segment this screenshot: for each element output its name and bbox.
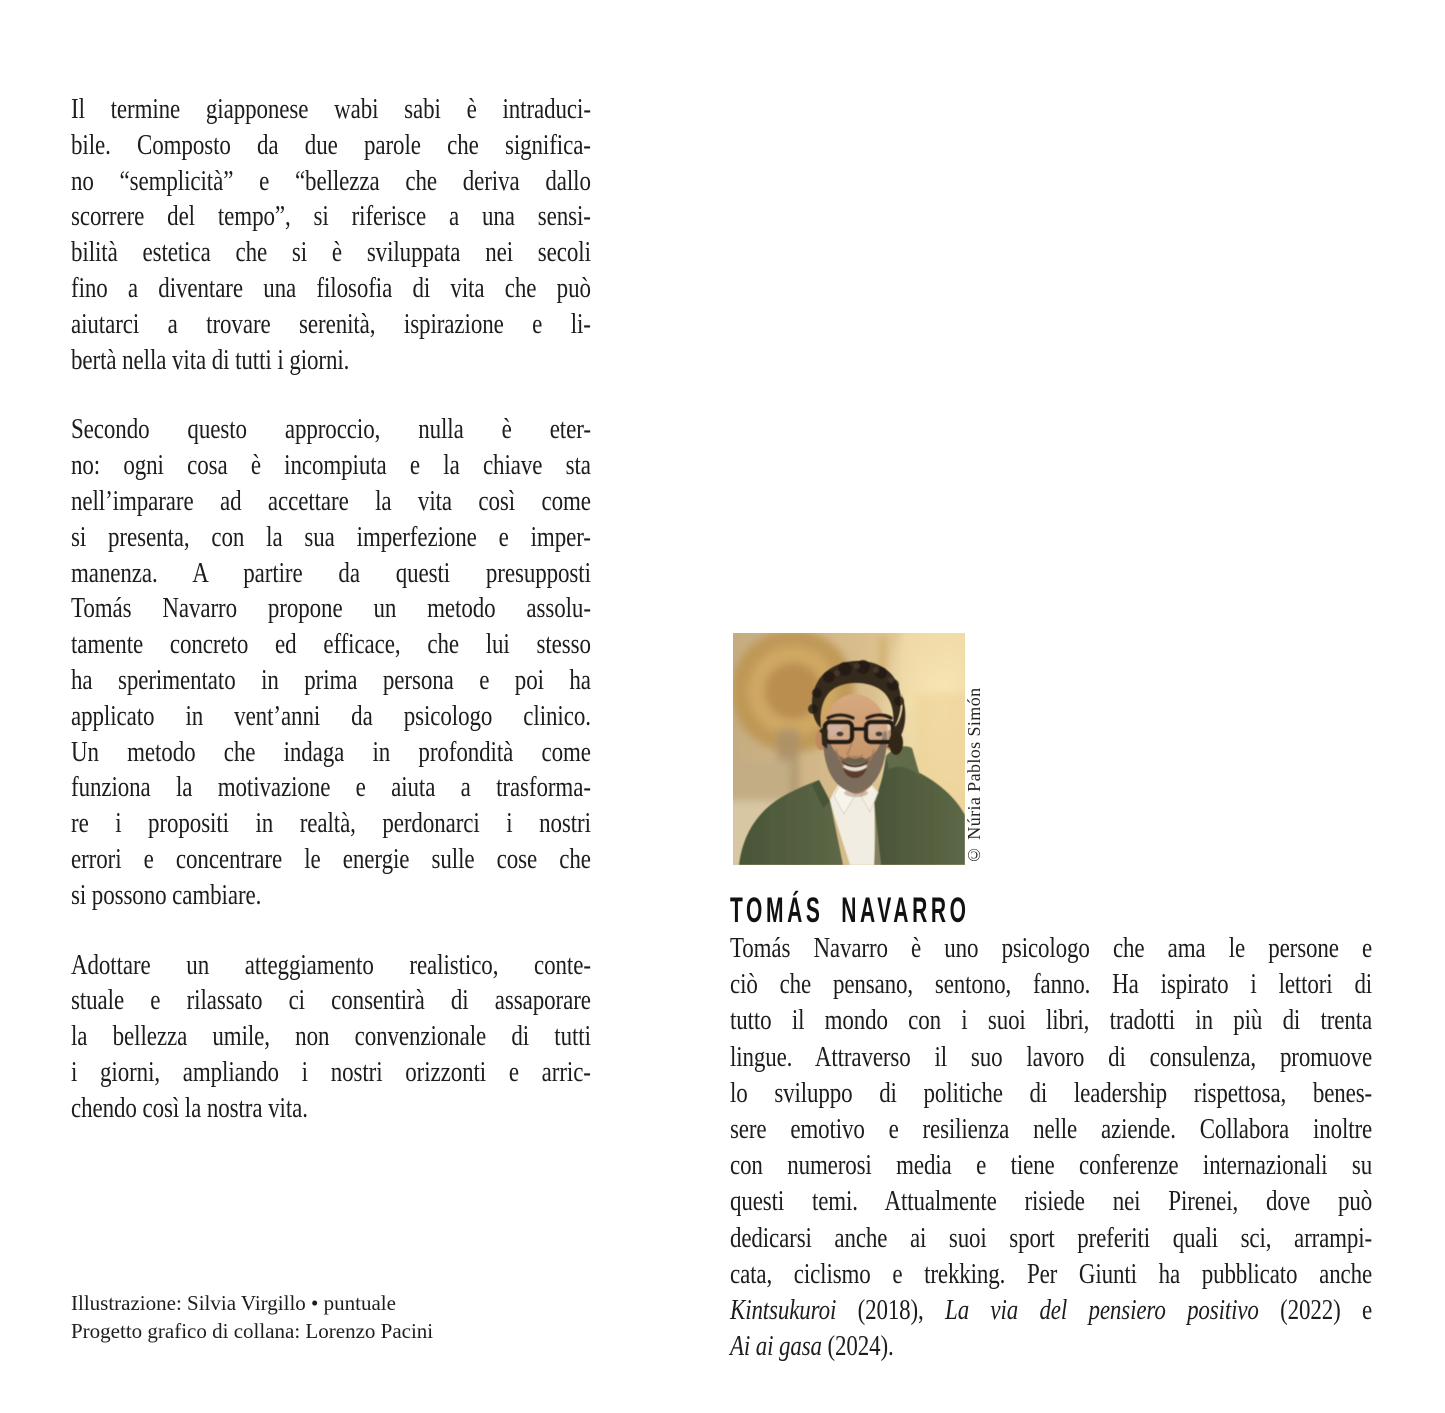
description-paragraph [71,948,591,1127]
text-line: la bellezza umile, non convenzionale di tutti [71,1021,591,1053]
text-line: nell’imparare ad accettare la vita così come [71,485,591,517]
text-line: funziona la motivazione e aiuta a trasforma- [71,772,591,804]
text-line: re i propositi in realtà, perdonarci i nostri [71,808,591,840]
text-line: si possono cambiare. [71,879,262,911]
text-line: errori e concentrare le energie sulle cose che [71,843,591,875]
text-line: sere emotivo e resilienza nelle aziende. Collabora inoltre [730,1114,1373,1146]
text-line: Il termine giapponese wabi sabi è intraduci- [71,94,591,125]
text-line: Progetto grafico di collana: Lorenzo Pacini [71,1318,434,1343]
photo-credit: © Núria Pablos Simón [964,687,984,865]
text-line: Ai ai gasa (2024). [730,1331,894,1363]
text-line: manenza. A partire da questi presupposti [71,557,591,589]
text-line: Un metodo che indaga in profondità come [71,736,591,768]
text-line: questi temi. Attualmente risiede nei Pirenei, dove può [730,1186,1373,1218]
text-line: Tomás Navarro è uno psicologo che ama le persone e [730,933,1373,964]
text-line: Kintsukuroi (2018), La via del pensiero positivo (2022) e [730,1295,1373,1327]
description-column [71,92,591,1161]
text-line: tutto il mondo con i suoi libri, tradotti in più di trenta [730,1005,1373,1037]
text-line: no “semplicità” e “bellezza che deriva dallo [71,165,591,197]
text-line: si presenta, con la sua imperfezione e imper- [71,521,591,553]
description-paragraph [71,412,591,913]
text-line: fino a diventare una filosofia di vita che può [71,272,591,304]
text-line: cata, ciclismo e trekking. Per Giunti ha pubblicato anche [730,1258,1373,1290]
text-line: i giorni, ampliando i nostri orizzonti e arric- [71,1056,591,1088]
text-line: lingue. Attraverso il suo lavoro di consulenza, promuove [730,1041,1373,1073]
text-line: chendo così la nostra vita. [71,1092,308,1124]
text-line: bile. Composto da due parole che significa- [71,129,591,161]
text-line: con numerosi media e tiene conferenze internazionali su [730,1150,1373,1182]
text-line: tamente concreto ed efficace, che lui stesso [71,629,591,661]
description-paragraph [71,92,591,378]
text-line: aiutarci a trovare serenità, ispirazione e li- [71,308,591,340]
text-line: Tomás Navarro propone un metodo assolu- [71,593,591,625]
text-line: bertà nella vita di tutti i giorni. [71,344,350,376]
text-line: ha sperimentato in prima persona e poi ha [71,664,591,696]
author-portrait-illustration [733,633,965,865]
author-name-heading: TOMÁS NAVARRO [730,891,970,930]
text-line: Illustrazione: Silvia Virgillo • puntuale [71,1291,396,1315]
author-photo [733,633,965,865]
author-bio [730,931,1372,1365]
text-line: no: ogni cosa è incompiuta e la chiave sta [71,450,591,482]
text-line: stuale e rilassato ci consentirà di assaporare [71,985,591,1017]
text-line: lo sviluppo di politiche di leadership rispettosa, benes- [730,1077,1373,1109]
text-line: scorrere del tempo”, si riferisce a una sensi- [71,201,591,233]
text-line: dedicarsi anche ai suoi sport preferiti quali sci, arrampi- [730,1222,1373,1254]
credits-block [71,1290,691,1345]
text-line: ciò che pensano, sentono, fanno. Ha ispirato i lettori di [730,969,1373,1001]
text-line: bilità estetica che si è sviluppata nei secoli [71,237,591,269]
text-line: Secondo questo approccio, nulla è eter- [71,414,591,446]
text-line: applicato in vent’anni da psicologo clinico. [71,700,591,732]
text-line: Adottare un atteggiamento realistico, conte- [71,949,591,981]
